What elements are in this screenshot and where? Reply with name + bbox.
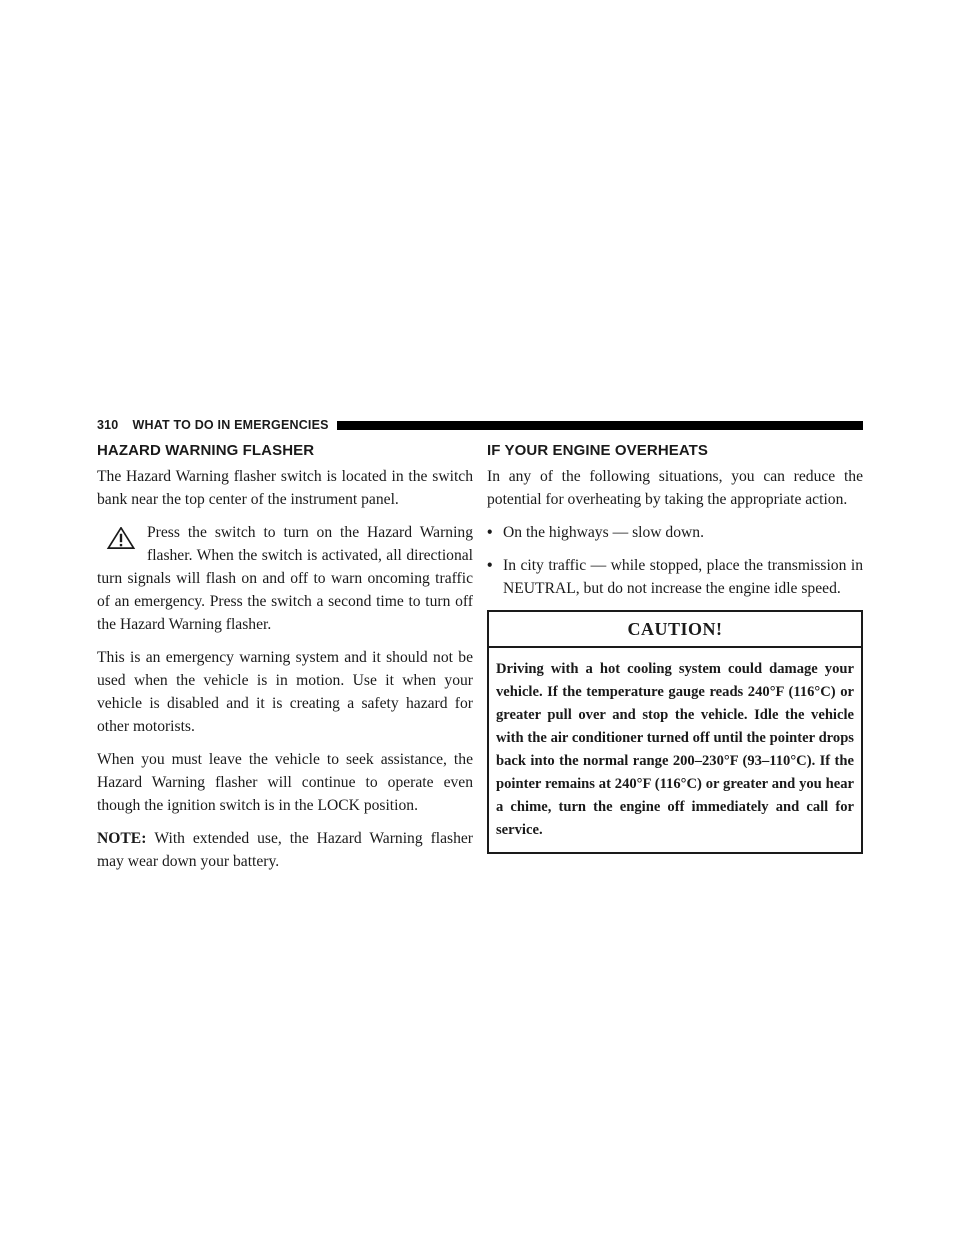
hazard-assistance-paragraph: When you must leave the vehicle to seek assistance, the Hazard Warning flasher will continue to operate even though the ignition switch is in the LOCK position.	[97, 751, 473, 814]
hazard-operation-paragraph: Press the switch to turn on the Hazard Warning flasher. When the switch is activated, all directional turn signals will flash on and off to warn oncoming traffic of an emergency. Press the switch a second time to turn off the Hazard Warning flasher.	[97, 524, 473, 633]
left-column	[97, 442, 473, 883]
caution-box	[487, 610, 863, 854]
hazard-warning-block	[97, 521, 473, 636]
warning-triangle-icon	[105, 527, 137, 549]
overheat-list	[487, 521, 863, 600]
bullet-icon: •	[487, 557, 493, 574]
overheat-heading: IF YOUR ENGINE OVERHEATS	[487, 442, 709, 459]
right-column	[487, 442, 863, 854]
header-rule	[337, 421, 863, 430]
hazard-intro-paragraph: The Hazard Warning flasher switch is located in the switch bank near the top center of the instrument panel.	[97, 468, 473, 508]
page-header	[97, 417, 863, 433]
overheat-intro-paragraph: In any of the following situations, you can reduce the potential for overheating by taking the appropriate action.	[487, 468, 863, 508]
page-number: 310	[97, 418, 119, 432]
hazard-note	[97, 827, 473, 873]
note-label: NOTE:	[97, 830, 147, 847]
section-title: WHAT TO DO IN EMERGENCIES	[132, 418, 329, 432]
hazard-usage-paragraph: This is an emergency warning system and it should not be used when the vehicle is in motion. Use it when your vehicle is disabled and it is creating a safety hazard for other motorists.	[97, 649, 473, 735]
caution-text: Driving with a hot cooling system could damage your vehicle. If the temperature gauge reads 240°F (116°C) or greater pull over and stop the vehicle. Idle the vehicle with the air conditioner turned off until the pointer drops back into the normal range 200–230°F (93–110°C). If the pointer remains at 240°F (116°C) or greater and you hear a chime, turn the engine off immediately and call for service.	[496, 661, 854, 838]
list-item: • On the highways — slow down.	[487, 521, 863, 544]
note-text: With extended use, the Hazard Warning flasher may wear down your battery.	[97, 830, 473, 870]
bullet-icon: •	[487, 524, 493, 541]
hazard-heading: HAZARD WARNING FLASHER	[97, 442, 315, 459]
list-item: • In city traffic — while stopped, place the transmission in NEUTRAL, but do not increase the engine idle speed.	[487, 554, 863, 600]
caution-title: CAUTION!	[489, 612, 861, 648]
